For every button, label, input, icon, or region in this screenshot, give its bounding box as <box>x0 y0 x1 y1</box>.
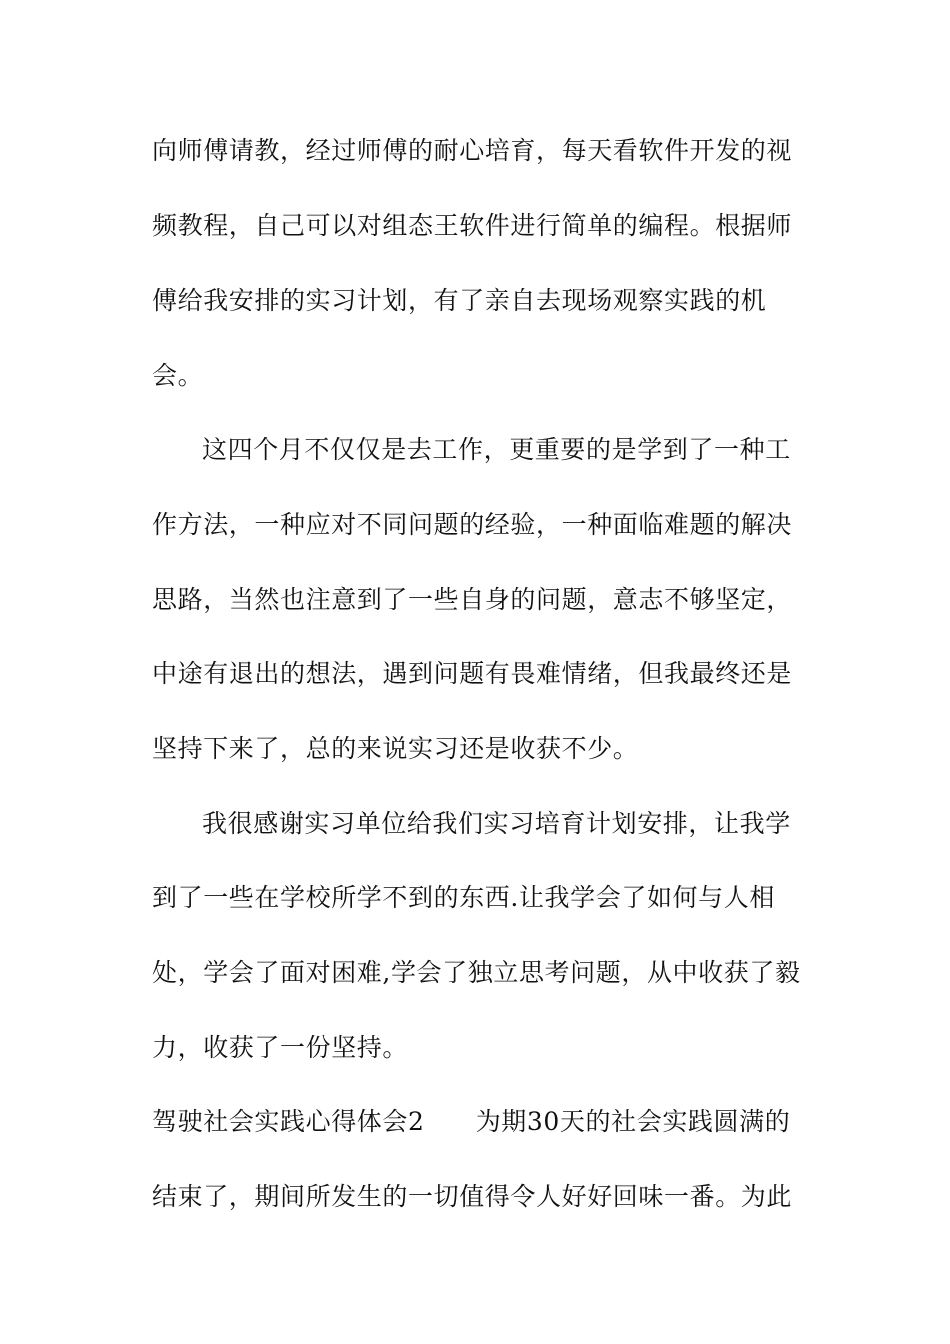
text-line: 傅给我安排的实习计划，有了亲自去现场观察实践的机 <box>152 286 767 315</box>
text-line: 结束了，期间所发生的一切值得令人好好回味一番。为此 <box>152 1182 793 1211</box>
text-line: 思路，当然也注意到了一些自身的问题，意志不够坚定， <box>152 585 793 614</box>
text-line: 频教程，自己可以对组态王软件进行简单的编程。根据师 <box>152 211 793 240</box>
text-line: 作方法，一种应对不同问题的经验，一种面临难题的解决 <box>152 510 793 539</box>
text-line: 中途有退出的想法，遇到问题有畏难情绪，但我最终还是 <box>152 659 793 688</box>
paragraph-start-line: 这四个月不仅仅是去工作，更重要的是学到了一种工 <box>202 435 791 464</box>
paragraph-start-line: 我很感谢实习单位给我们实习培育计划安排，让我学 <box>202 809 791 838</box>
text-line: 向师傅请教，经过师傅的耐心培育，每天看软件开发的视 <box>152 136 793 165</box>
text-line: 到了一些在学校所学不到的东西.让我学会了如何与人相 <box>152 883 775 912</box>
text-line: 力，收获了一份坚持。 <box>152 1033 409 1062</box>
text-line: 处，学会了面对困难,学会了独立思考问题，从中收获了毅 <box>152 958 801 987</box>
section-heading-line: 驾驶社会实践心得体会2 为期30天的社会实践圆满的 <box>152 1107 791 1136</box>
text-line: 会。 <box>152 361 204 390</box>
text-line: 坚持下来了，总的来说实习还是收获不少。 <box>152 734 639 763</box>
